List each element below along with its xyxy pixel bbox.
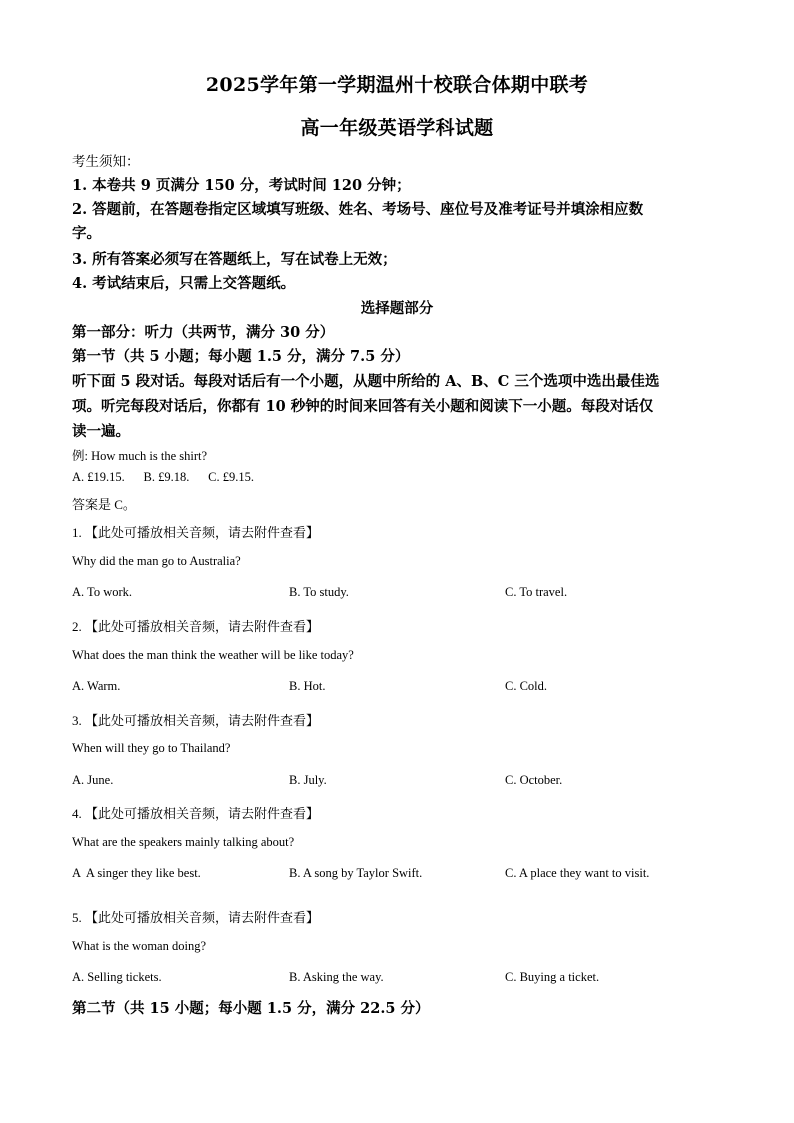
notice-item-2-cont: 字。 [72, 225, 101, 242]
notice-item-2: 2. 答题前，在答题卷指定区域填写班级、姓名、考场号、座位号及准考证号并填涂相应数 [72, 201, 644, 218]
question-4-option-b[interactable]: B. A song by Taylor Swift. [289, 866, 423, 880]
question-5-option-a[interactable]: A. Selling tickets. [72, 970, 162, 984]
question-4-audio[interactable]: 4. 【此处可播放相关音频，请去附件查看】 [72, 806, 320, 821]
notice-item-3: 3. 所有答案必须写在答题纸上，写在试卷上无效； [72, 251, 397, 268]
question-4-option-c[interactable]: C. A place they want to visit. [505, 866, 650, 880]
notice-item-1: 1. 本卷共 9 页满分 150 分，考试时间 120 分钟； [72, 177, 411, 194]
example-options: A. £19.15. B. £9.18. C. £9.15. [72, 470, 254, 484]
question-1-option-b[interactable]: B. To study. [289, 585, 349, 599]
notice-heading: 考生须知： [72, 154, 140, 170]
instruction-line-1: 听下面 5 段对话。每段对话后有一个小题，从题中所给的 A、B、C 三个选项中选出最佳选 [72, 373, 660, 390]
question-2-option-c[interactable]: C. Cold. [505, 679, 548, 693]
question-2-text: What does the man think the weather will be like today? [72, 648, 354, 662]
example-question: 例: How much is the shirt? [72, 449, 208, 463]
question-1-text: Why did the man go to Australia? [72, 554, 241, 568]
question-5-option-b[interactable]: B. Asking the way. [289, 970, 384, 984]
question-3-option-a[interactable]: A. June. [72, 773, 114, 787]
section-title: 选择题部分 [360, 300, 434, 317]
question-5-text: What is the woman doing? [72, 939, 206, 953]
notice-item-4: 4. 考试结束后，只需上交答题纸。 [72, 275, 296, 292]
question-2-option-a[interactable]: A. Warm. [72, 679, 121, 693]
question-1-option-c[interactable]: C. To travel. [505, 585, 568, 599]
question-4-text: What are the speakers mainly talking about? [72, 835, 295, 849]
question-2-audio[interactable]: 2. 【此处可播放相关音频，请去附件查看】 [72, 619, 320, 634]
question-4-option-a[interactable]: A A singer they like best. [72, 866, 201, 880]
instruction-line-3: 读一遍。 [72, 423, 130, 440]
instruction-line-2: 项。听完每段对话后，你都有 10 秒钟的时间来回答有关小题和阅读下一小题。每段对话仅 [72, 398, 654, 415]
question-5-audio[interactable]: 5. 【此处可播放相关音频，请去附件查看】 [72, 910, 320, 925]
question-5-option-c[interactable]: C. Buying a ticket. [505, 970, 600, 984]
exam-subtitle: 高一年级英语学科试题 [300, 117, 494, 139]
part1-heading: 第一部分：听力（共两节，满分 30 分） [72, 324, 335, 341]
part1-section1-heading: 第一节（共 5 小题；每小题 1.5 分，满分 7.5 分） [72, 348, 410, 365]
question-1-option-a[interactable]: A. To work. [72, 585, 133, 599]
question-3-audio[interactable]: 3. 【此处可播放相关音频，请去附件查看】 [72, 713, 320, 728]
exam-title: 2025学年第一学期温州十校联合体期中联考 [205, 74, 589, 96]
example-answer: 答案是 C。 [72, 497, 136, 512]
question-2-option-b[interactable]: B. Hot. [289, 679, 326, 693]
question-3-option-b[interactable]: B. July. [289, 773, 327, 787]
question-3-option-c[interactable]: C. October. [505, 773, 563, 787]
part1-section2-heading: 第二节（共 15 小题；每小题 1.5 分，满分 22.5 分） [72, 1000, 430, 1017]
question-1-audio[interactable]: 1. 【此处可播放相关音频，请去附件查看】 [72, 525, 320, 540]
question-3-text: When will they go to Thailand? [72, 741, 231, 755]
